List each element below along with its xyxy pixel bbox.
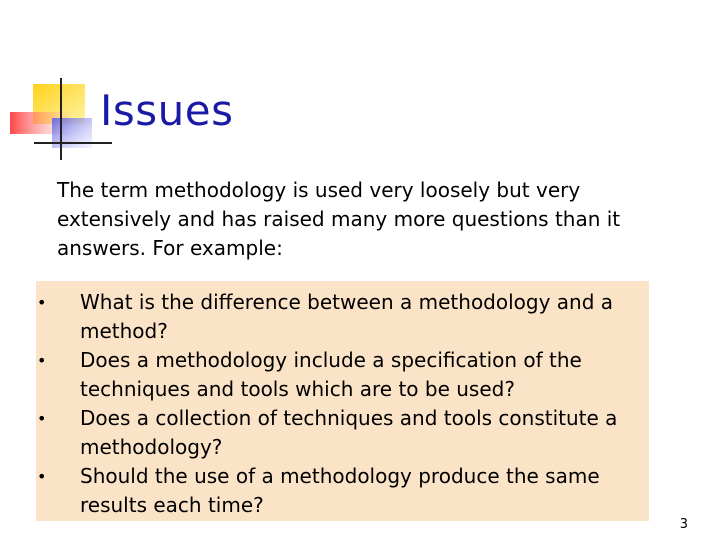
bullet-item xyxy=(37,462,660,520)
bullet-text: Does a collection of techniques and tools constitute a methodology? xyxy=(80,406,618,459)
bullet-text: Does a methodology include a specification of the techniques and tools which are to be used? xyxy=(80,348,582,401)
bullet-item xyxy=(37,404,660,462)
bullet-item xyxy=(37,288,660,346)
bullet-list xyxy=(37,288,660,520)
slide-title: Issues xyxy=(100,86,234,135)
bullet-text: What is the difference between a methodology and a method? xyxy=(80,290,614,343)
bullet-dot: • xyxy=(37,467,47,486)
bullet-item xyxy=(37,346,660,404)
intro-paragraph: The term methodology is used very loosely but very extensively and has raised many more questions than it answers. For example: xyxy=(57,178,621,260)
page-number: 3 xyxy=(679,517,688,532)
bullet-dot: • xyxy=(37,293,47,312)
bullet-text: Should the use of a methodology produce the same results each time? xyxy=(80,464,600,517)
bullet-dot: • xyxy=(37,351,47,370)
bullet-dot: • xyxy=(37,409,47,428)
